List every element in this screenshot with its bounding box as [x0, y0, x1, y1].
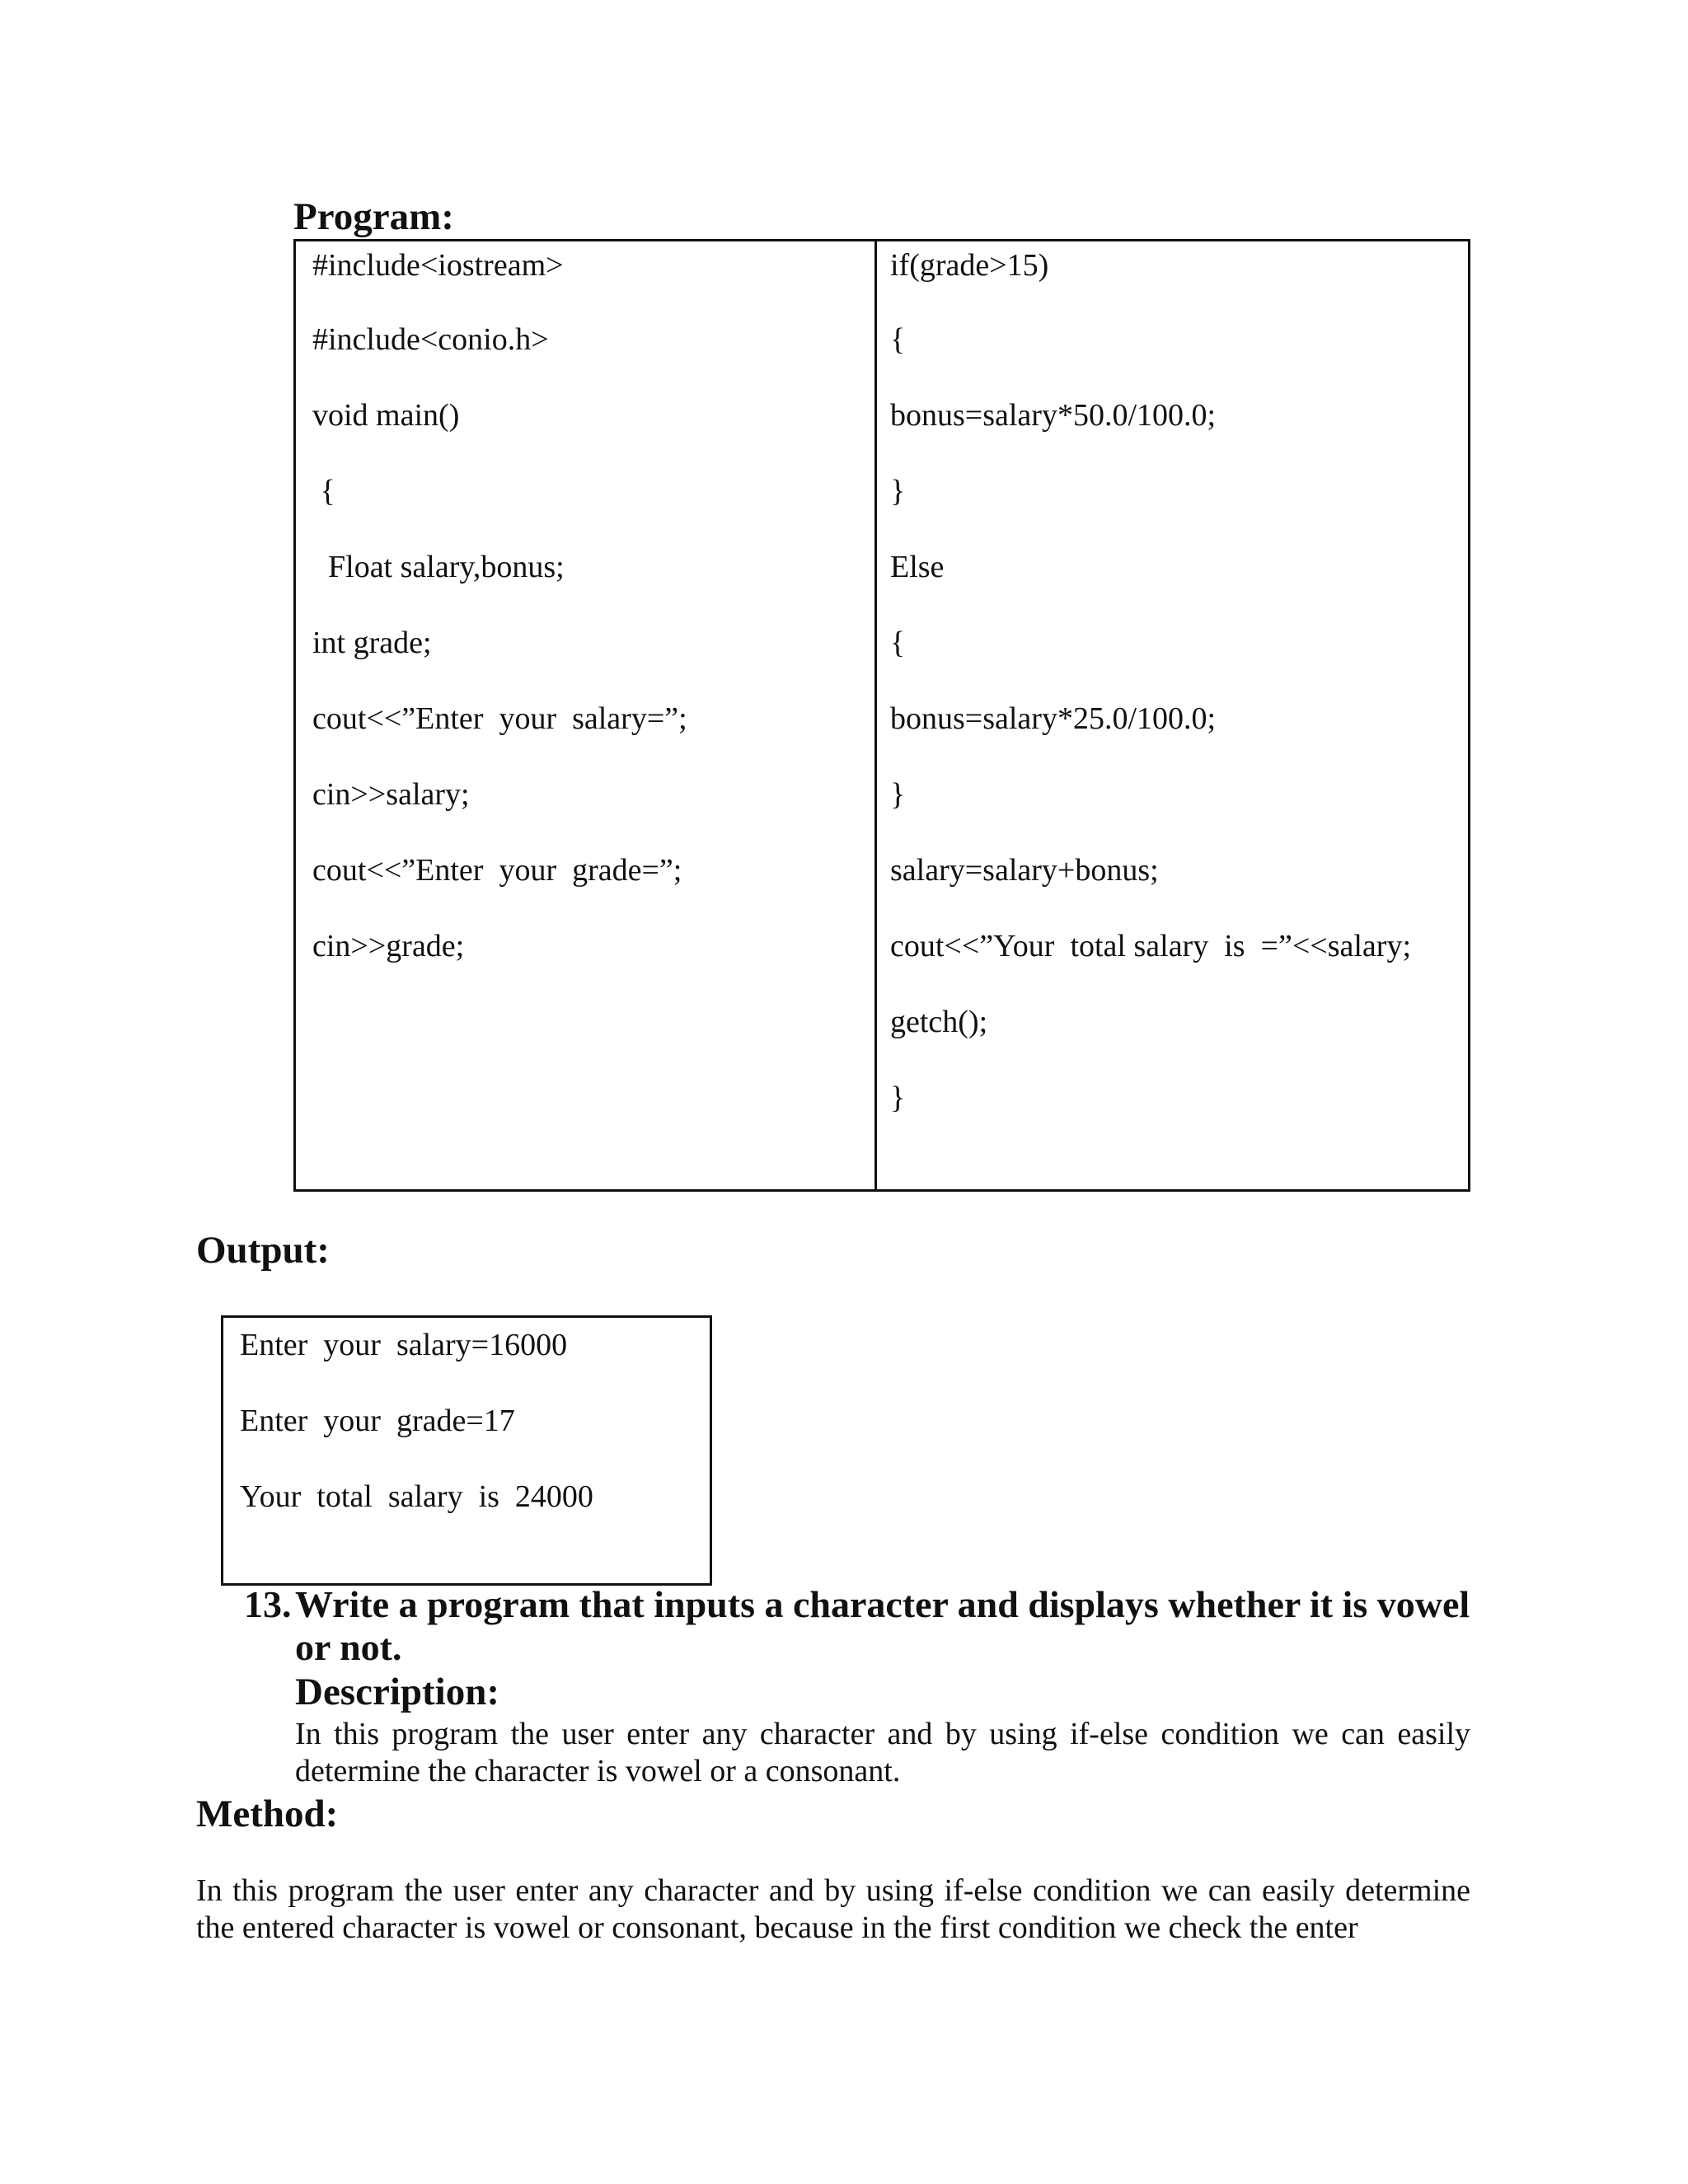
- code-table: [293, 239, 1470, 1192]
- code-line: #include<iostream>: [312, 248, 564, 283]
- method-heading: Method:: [196, 1793, 339, 1835]
- method-text: In this program the user enter any character and by using if-else condition we can easily determine the entered character is vowel or consonant, because in the first condition we check the enter: [196, 1873, 1470, 1945]
- code-line: {: [890, 626, 906, 660]
- code-line: }: [890, 777, 906, 812]
- question-title-line1: Write a program that inputs a character and displays whether it is vowel: [295, 1583, 1470, 1625]
- output-line: Enter your salary=16000: [240, 1328, 568, 1362]
- output-line: Your total salary is 24000: [240, 1479, 593, 1514]
- code-line: void main(): [312, 398, 460, 433]
- code-line: {: [312, 474, 335, 509]
- output-line: Enter your grade=17: [240, 1404, 515, 1438]
- code-line: #include<conio.h>: [312, 322, 549, 357]
- code-line: cout<<”Enter your salary=”;: [312, 701, 687, 736]
- code-line: int grade;: [312, 626, 432, 660]
- code-line: getch();: [890, 1005, 988, 1039]
- program-heading: Program:: [293, 195, 454, 238]
- output-box: [221, 1315, 712, 1586]
- code-line: Else: [890, 550, 945, 584]
- code-line: bonus=salary*25.0/100.0;: [890, 701, 1217, 736]
- code-line: }: [890, 474, 906, 509]
- code-column-left: [296, 241, 877, 1189]
- code-line: Float salary,bonus;: [312, 550, 565, 584]
- output-heading: Output:: [196, 1229, 330, 1272]
- code-line: cin>>salary;: [312, 777, 470, 812]
- question-number: 13.: [244, 1583, 292, 1625]
- code-line: if(grade>15): [890, 248, 1049, 283]
- code-line: cin>>grade;: [312, 929, 465, 963]
- code-line: {: [890, 322, 906, 357]
- code-line: bonus=salary*50.0/100.0;: [890, 398, 1217, 433]
- code-column-right: [877, 241, 1468, 1189]
- code-line: cout<<”Enter your grade=”;: [312, 853, 682, 888]
- question-title-line2: or not.: [295, 1626, 402, 1668]
- code-line: }: [890, 1080, 906, 1115]
- description-text: In this program the user enter any character and by using if-else condition we can easily determine the character is vowel or a consonant.: [295, 1717, 1470, 1788]
- code-line: salary=salary+bonus;: [890, 853, 1159, 888]
- description-heading: Description:: [295, 1671, 500, 1713]
- code-line: cout<<”Your total salary is =”<<salary;: [890, 929, 1412, 963]
